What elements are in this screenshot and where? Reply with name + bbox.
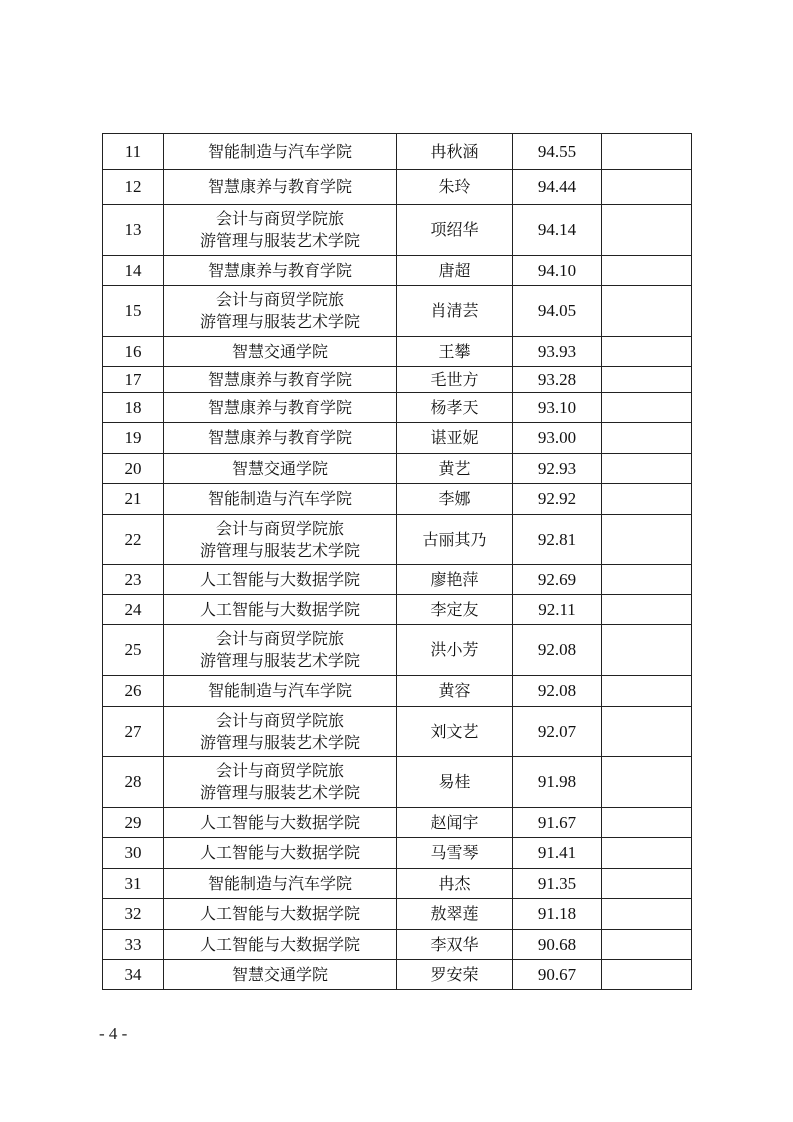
- student-name-cell: 肖清芸: [397, 286, 513, 337]
- row-number-cell: 15: [103, 286, 164, 337]
- college-cell: [164, 423, 397, 454]
- score-cell: 92.11: [513, 595, 602, 625]
- remark-cell: [602, 454, 692, 484]
- remark-cell: [602, 134, 692, 170]
- score-cell: 92.08: [513, 625, 602, 676]
- college-cell: [164, 838, 397, 869]
- college-name-line: 会计与商贸学院旅: [215, 290, 344, 309]
- score-cell: 93.10: [513, 393, 602, 423]
- table-row: [103, 286, 692, 337]
- score-table: [102, 133, 692, 990]
- college-name-line: 人工智能与大数据学院: [199, 569, 360, 589]
- college-cell: [164, 484, 397, 515]
- student-name-cell: 廖艳萍: [397, 565, 513, 595]
- remark-cell: [602, 899, 692, 930]
- remark-cell: [602, 484, 692, 515]
- college-cell: [164, 960, 397, 990]
- college-cell: [164, 170, 397, 205]
- student-name-cell: 古丽其乃: [397, 515, 513, 565]
- score-cell: 92.69: [513, 565, 602, 595]
- row-number-cell: 29: [103, 808, 164, 838]
- college-name-line: 智慧康养与教育学院: [207, 369, 352, 389]
- college-name-line: 会计与商贸学院旅: [215, 209, 344, 228]
- remark-cell: [602, 595, 692, 625]
- table-row: [103, 676, 692, 707]
- college-name-line: 人工智能与大数据学院: [199, 904, 360, 923]
- table-row: [103, 565, 692, 595]
- college-name-line: 会计与商贸学院旅: [215, 761, 344, 780]
- college-name-line: 游管理与服装艺术学院: [199, 540, 360, 560]
- row-number-cell: 11: [103, 134, 164, 170]
- table-row: [103, 625, 692, 676]
- college-cell: [164, 515, 397, 565]
- score-cell: 93.00: [513, 423, 602, 454]
- college-name-line: 智能制造与汽车学院: [207, 141, 352, 161]
- student-name-cell: 刘文艺: [397, 707, 513, 757]
- college-name-line: 智能制造与汽车学院: [207, 489, 352, 508]
- remark-cell: [602, 337, 692, 367]
- table-row: [103, 170, 692, 205]
- table-row: [103, 205, 692, 256]
- score-cell: 93.28: [513, 367, 602, 393]
- row-number-cell: 25: [103, 625, 164, 676]
- student-name-cell: 朱玲: [397, 170, 513, 205]
- row-number-cell: 24: [103, 595, 164, 625]
- college-cell: [164, 676, 397, 707]
- score-cell: 91.98: [513, 757, 602, 808]
- score-table-body: [103, 134, 692, 990]
- student-name-cell: 黄容: [397, 676, 513, 707]
- table-row: [103, 808, 692, 838]
- college-name-line: 智慧康养与教育学院: [207, 177, 352, 196]
- college-cell: [164, 454, 397, 484]
- remark-cell: [602, 423, 692, 454]
- table-row: [103, 484, 692, 515]
- student-name-cell: 毛世方: [397, 367, 513, 393]
- college-name-line: 智慧交通学院: [231, 964, 328, 984]
- row-number-cell: 31: [103, 869, 164, 899]
- college-cell: [164, 134, 397, 170]
- score-cell: 90.67: [513, 960, 602, 990]
- student-name-cell: 李双华: [397, 930, 513, 960]
- college-name-line: 人工智能与大数据学院: [199, 843, 360, 862]
- row-number-cell: 17: [103, 367, 164, 393]
- college-cell: [164, 757, 397, 808]
- table-row: [103, 515, 692, 565]
- table-row: [103, 595, 692, 625]
- college-name-line: 人工智能与大数据学院: [199, 934, 360, 954]
- row-number-cell: 12: [103, 170, 164, 205]
- table-row: [103, 899, 692, 930]
- student-name-cell: 李定友: [397, 595, 513, 625]
- remark-cell: [602, 565, 692, 595]
- college-name-line: 游管理与服装艺术学院: [199, 651, 360, 670]
- college-name-line: 游管理与服装艺术学院: [199, 783, 360, 802]
- college-cell: [164, 899, 397, 930]
- college-name-line: 游管理与服装艺术学院: [199, 732, 360, 752]
- college-cell: [164, 393, 397, 423]
- row-number-cell: 18: [103, 393, 164, 423]
- row-number-cell: 21: [103, 484, 164, 515]
- row-number-cell: 23: [103, 565, 164, 595]
- student-name-cell: 李娜: [397, 484, 513, 515]
- remark-cell: [602, 707, 692, 757]
- page-number: - 4 -: [99, 1024, 128, 1043]
- remark-cell: [602, 170, 692, 205]
- college-name-line: 会计与商贸学院旅: [215, 629, 344, 648]
- college-cell: [164, 707, 397, 757]
- college-cell: [164, 595, 397, 625]
- remark-cell: [602, 393, 692, 423]
- college-name-line: 智能制造与汽车学院: [207, 681, 352, 700]
- table-row: [103, 930, 692, 960]
- student-name-cell: 杨孝天: [397, 393, 513, 423]
- row-number-cell: 30: [103, 838, 164, 869]
- college-cell: [164, 205, 397, 256]
- student-name-cell: 易桂: [397, 757, 513, 808]
- row-number-cell: 14: [103, 256, 164, 286]
- row-number-cell: 26: [103, 676, 164, 707]
- score-cell: 91.67: [513, 808, 602, 838]
- student-name-cell: 马雪琴: [397, 838, 513, 869]
- college-name-line: 智慧康养与教育学院: [207, 397, 352, 417]
- score-cell: 91.41: [513, 838, 602, 869]
- score-cell: 94.05: [513, 286, 602, 337]
- row-number-cell: 28: [103, 757, 164, 808]
- remark-cell: [602, 808, 692, 838]
- student-name-cell: 王攀: [397, 337, 513, 367]
- college-name-line: 人工智能与大数据学院: [199, 812, 360, 832]
- table-row: [103, 256, 692, 286]
- student-name-cell: 洪小芳: [397, 625, 513, 676]
- row-number-cell: 32: [103, 899, 164, 930]
- table-row: [103, 393, 692, 423]
- student-name-cell: 敖翠莲: [397, 899, 513, 930]
- table-row: [103, 869, 692, 899]
- student-name-cell: 冉杰: [397, 869, 513, 899]
- remark-cell: [602, 515, 692, 565]
- score-cell: 94.10: [513, 256, 602, 286]
- table-row: [103, 454, 692, 484]
- student-name-cell: 罗安荣: [397, 960, 513, 990]
- score-cell: 92.07: [513, 707, 602, 757]
- score-cell: 92.08: [513, 676, 602, 707]
- table-row: [103, 134, 692, 170]
- remark-cell: [602, 205, 692, 256]
- row-number-cell: 22: [103, 515, 164, 565]
- remark-cell: [602, 676, 692, 707]
- row-number-cell: 20: [103, 454, 164, 484]
- college-name-line: 会计与商贸学院旅: [215, 710, 344, 730]
- score-cell: 92.93: [513, 454, 602, 484]
- row-number-cell: 13: [103, 205, 164, 256]
- college-name-line: 游管理与服装艺术学院: [199, 231, 360, 250]
- table-row: [103, 960, 692, 990]
- score-cell: 91.18: [513, 899, 602, 930]
- score-cell: 92.92: [513, 484, 602, 515]
- college-name-line: 游管理与服装艺术学院: [199, 312, 360, 331]
- row-number-cell: 34: [103, 960, 164, 990]
- college-name-line: 人工智能与大数据学院: [199, 599, 360, 619]
- college-cell: [164, 256, 397, 286]
- remark-cell: [602, 838, 692, 869]
- student-name-cell: 唐超: [397, 256, 513, 286]
- college-cell: [164, 565, 397, 595]
- score-cell: 94.14: [513, 205, 602, 256]
- college-name-line: 智慧交通学院: [231, 458, 328, 478]
- table-row: [103, 423, 692, 454]
- score-cell: 94.55: [513, 134, 602, 170]
- row-number-cell: 33: [103, 930, 164, 960]
- remark-cell: [602, 625, 692, 676]
- score-cell: 94.44: [513, 170, 602, 205]
- student-name-cell: 谌亚妮: [397, 423, 513, 454]
- table-row: [103, 367, 692, 393]
- student-name-cell: 赵闻宇: [397, 808, 513, 838]
- college-cell: [164, 930, 397, 960]
- row-number-cell: 27: [103, 707, 164, 757]
- score-cell: 92.81: [513, 515, 602, 565]
- score-cell: 90.68: [513, 930, 602, 960]
- college-name-line: 智能制造与汽车学院: [207, 873, 352, 893]
- score-cell: 93.93: [513, 337, 602, 367]
- college-cell: [164, 367, 397, 393]
- college-name-line: 智慧交通学院: [231, 341, 328, 361]
- college-cell: [164, 286, 397, 337]
- college-name-line: 会计与商贸学院旅: [215, 518, 344, 538]
- row-number-cell: 19: [103, 423, 164, 454]
- remark-cell: [602, 286, 692, 337]
- row-number-cell: 16: [103, 337, 164, 367]
- remark-cell: [602, 930, 692, 960]
- score-cell: 91.35: [513, 869, 602, 899]
- table-row: [103, 707, 692, 757]
- remark-cell: [602, 367, 692, 393]
- table-row: [103, 757, 692, 808]
- college-name-line: 智慧康养与教育学院: [207, 260, 352, 280]
- table-row: [103, 337, 692, 367]
- college-cell: [164, 869, 397, 899]
- college-name-line: 智慧康养与教育学院: [207, 428, 352, 447]
- college-cell: [164, 625, 397, 676]
- remark-cell: [602, 960, 692, 990]
- remark-cell: [602, 869, 692, 899]
- remark-cell: [602, 757, 692, 808]
- student-name-cell: 冉秋涵: [397, 134, 513, 170]
- college-cell: [164, 808, 397, 838]
- student-name-cell: 项绍华: [397, 205, 513, 256]
- remark-cell: [602, 256, 692, 286]
- student-name-cell: 黄艺: [397, 454, 513, 484]
- college-cell: [164, 337, 397, 367]
- table-row: [103, 838, 692, 869]
